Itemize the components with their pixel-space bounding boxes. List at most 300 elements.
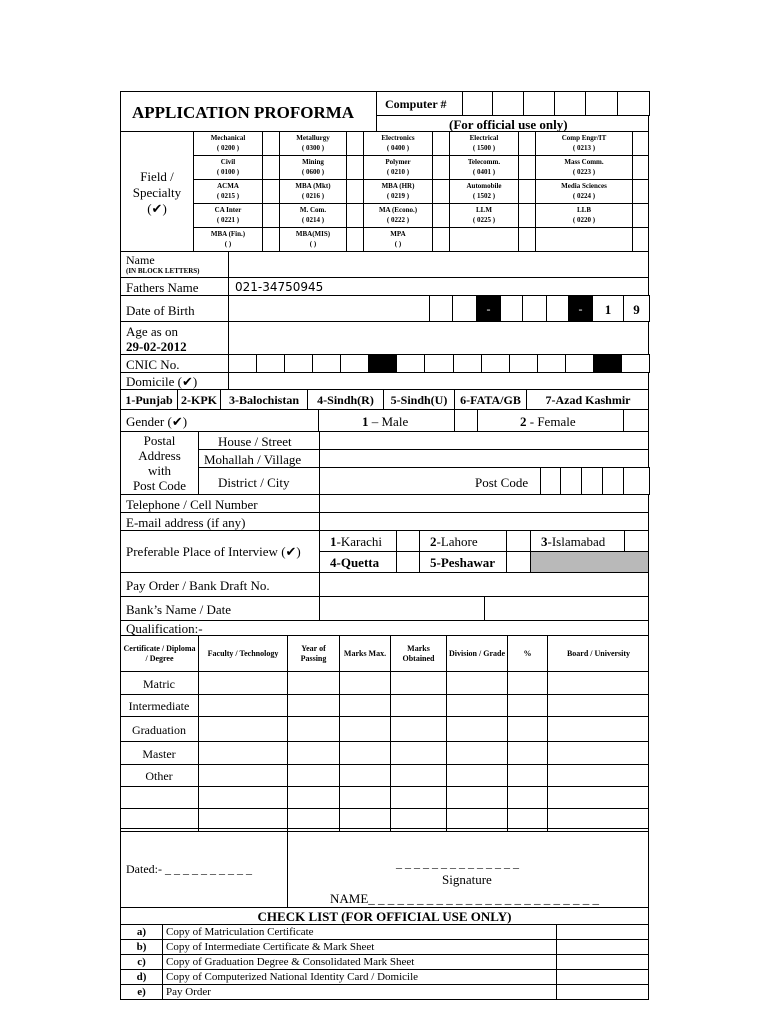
mohallah-label-cell: [198, 449, 320, 468]
specialty-option[interactable]: [449, 131, 519, 156]
qualification-entry-cell[interactable]: [390, 786, 447, 809]
qualification-entry-cell[interactable]: [198, 786, 288, 809]
checklist-key-cell: [120, 984, 163, 1000]
gender-female-check[interactable]: [623, 409, 649, 432]
qualification-entry-cell[interactable]: [507, 694, 548, 717]
specialty-code: ( ): [394, 240, 402, 248]
specialty-option[interactable]: [449, 203, 519, 228]
qualification-header: Division / Grade: [449, 648, 506, 658]
gender-label: Gender (✔): [126, 414, 188, 429]
qualification-level-cell: [120, 671, 199, 695]
specialty-name: Mining: [302, 158, 324, 166]
specialty-code: ( 0216 ): [301, 192, 325, 200]
qualification-entry-cell[interactable]: [287, 764, 340, 787]
dob-digit-box[interactable]: [546, 295, 569, 322]
qualification-entry-cell[interactable]: [339, 716, 391, 742]
domicile-option-label: 7-Azad Kashmir: [545, 393, 631, 407]
house-label-cell: [198, 431, 320, 450]
qualification-entry-cell[interactable]: [198, 716, 288, 742]
domicile-option[interactable]: [120, 389, 178, 410]
domicile-option[interactable]: [220, 389, 308, 410]
specialty-option[interactable]: [535, 179, 633, 204]
specialty-name: MBA (Mkt): [295, 182, 331, 190]
name-label-cell: [120, 251, 229, 278]
specialty-option[interactable]: [279, 155, 347, 180]
qualification-entry-cell[interactable]: [446, 764, 508, 787]
computer-number-box[interactable]: [462, 91, 493, 116]
specialty-checkbox[interactable]: [632, 155, 649, 180]
dob-digit-box[interactable]: [623, 295, 650, 322]
domicile-label-cell: [120, 372, 229, 390]
qualification-entry-cell[interactable]: [547, 764, 649, 787]
specialty-code: ( 1502 ): [472, 192, 496, 200]
specialty-option[interactable]: [193, 227, 263, 252]
specialty-option[interactable]: [279, 131, 347, 156]
address-label: Post Code: [132, 478, 187, 493]
checklist-item-text: Copy of Intermediate Certificate & Mark Sheet: [166, 941, 375, 953]
interview-city-option[interactable]: [319, 530, 397, 552]
specialty-checkbox[interactable]: [262, 131, 280, 156]
specialty-checkbox[interactable]: [632, 203, 649, 228]
bank-name-date-label: Bank’s Name / Date: [126, 602, 232, 617]
qualification-entry-cell[interactable]: [547, 671, 649, 695]
interview-city-checkbox[interactable]: [506, 530, 531, 552]
interview-blank: [530, 551, 649, 573]
cnic-digit-box[interactable]: [340, 354, 369, 373]
field-specialty-label-cell: [120, 131, 194, 252]
signature-cell: [287, 828, 649, 908]
specialty-name: CA Inter: [214, 206, 242, 214]
gender-female-label: 2 - Female: [520, 414, 576, 429]
mohallah-village-field[interactable]: [319, 449, 649, 468]
dob-digit-box[interactable]: [500, 295, 523, 322]
checklist-item-text: Pay Order: [166, 986, 211, 998]
address-label: with: [147, 463, 172, 478]
pay-order-label: Pay Order / Bank Draft No.: [126, 578, 270, 593]
qualification-entry-cell[interactable]: [547, 741, 649, 765]
pay-order-label-cell: [120, 572, 320, 597]
specialty-option[interactable]: [279, 203, 347, 228]
specialty-name: Telecomm.: [467, 158, 501, 166]
qualification-entry-cell[interactable]: [446, 694, 508, 717]
qualification-entry-cell[interactable]: [198, 694, 288, 717]
qualification-entry-cell[interactable]: [198, 741, 288, 765]
domicile-option[interactable]: [177, 389, 221, 410]
bank-name-field[interactable]: [319, 596, 485, 621]
specialty-code: ( 0400 ): [386, 144, 410, 152]
computer-number-label: Computer #: [385, 97, 447, 111]
qualification-entry-cell[interactable]: [507, 741, 548, 765]
specialty-code: ( 0214 ): [301, 216, 325, 224]
post-code-label: Post Code: [475, 475, 529, 490]
domicile-blank: [228, 372, 649, 390]
specialty-checkbox[interactable]: [346, 155, 364, 180]
specialty-option[interactable]: [363, 179, 433, 204]
specialty-name: MPA: [390, 230, 406, 238]
gender-label-cell: [120, 409, 319, 432]
cnic-digit-box[interactable]: [368, 354, 397, 373]
qualification-level-cell: [120, 741, 199, 765]
specialty-name: ACMA: [217, 182, 239, 190]
checklist-item-text: Copy of Matriculation Certificate: [166, 926, 314, 938]
specialty-checkbox[interactable]: [346, 227, 364, 252]
specialty-checkbox[interactable]: [262, 155, 280, 180]
interview-place-label: Preferable Place of Interview (✔): [126, 544, 301, 559]
specialty-name: Automobile: [466, 182, 502, 190]
signature-line: _ _ _ _ _ _ _ _ _ _ _ _ _ _: [396, 856, 519, 870]
dated-label: Dated:- _ _ _ _ _ _ _ _ _ _: [126, 862, 252, 876]
qualification-level-cell: [120, 764, 199, 787]
fathers-name-value: 021-34750945: [235, 280, 324, 294]
interview-city-option[interactable]: [419, 530, 507, 552]
qualification-entry-cell[interactable]: [547, 786, 649, 809]
specialty-option[interactable]: [535, 155, 633, 180]
specialty-checkbox[interactable]: [518, 227, 536, 252]
post-code-digit-box[interactable]: [623, 467, 650, 495]
checklist-item-cell: [162, 984, 557, 1000]
checklist-check-cell[interactable]: [556, 984, 649, 1000]
dob-digit-box[interactable]: [592, 295, 624, 322]
qualification-entry-cell[interactable]: [446, 786, 508, 809]
cnic-label-cell: [120, 354, 229, 373]
interview-city-checkbox[interactable]: [506, 551, 531, 573]
domicile-option-label: 4-Sindh(R): [317, 393, 374, 407]
checklist-check-cell[interactable]: [556, 924, 649, 940]
specialty-name: Metallurgy: [296, 134, 330, 142]
qualification-header-cell: [120, 635, 199, 672]
qualification-entry-cell[interactable]: [446, 741, 508, 765]
interview-city-option[interactable]: [419, 551, 507, 573]
interview-label-cell: [120, 530, 320, 573]
age-label-cell: [120, 321, 229, 355]
qualification-header-cell: [507, 635, 548, 672]
dob-digit-box[interactable]: [452, 295, 477, 322]
specialty-checkbox[interactable]: [346, 203, 364, 228]
checklist-key: e): [137, 986, 146, 998]
checklist-item-cell: [162, 969, 557, 985]
specialty-option[interactable]: [535, 131, 633, 156]
name-value-cell[interactable]: [228, 251, 649, 278]
cnic-digit-box[interactable]: [256, 354, 285, 373]
cnic-digit-box[interactable]: [621, 354, 650, 373]
application-form: [120, 91, 649, 1002]
computer-number-box[interactable]: [554, 91, 586, 116]
specialty-code: ( 0401 ): [472, 168, 496, 176]
specialty-option[interactable]: [363, 131, 433, 156]
title-cell: [120, 91, 377, 132]
checkmark-hint: (✔): [147, 201, 167, 216]
interview-city-checkbox[interactable]: [396, 530, 420, 552]
qualification-entry-cell[interactable]: [287, 694, 340, 717]
qualification-entry-cell[interactable]: [339, 694, 391, 717]
specialty-name: Electronics: [381, 134, 415, 142]
dob-digit-box[interactable]: [476, 295, 501, 322]
official-note-cell: [376, 115, 649, 132]
specialty-checkbox[interactable]: [432, 179, 450, 204]
checklist-item-text: Copy of Computerized National Identity Card / Domicile: [166, 971, 419, 983]
qualification-entry-cell[interactable]: [287, 786, 340, 809]
interview-city-label: 1-Karachi: [330, 534, 382, 549]
computer-number-box[interactable]: [617, 91, 650, 116]
interview-city-checkbox[interactable]: [624, 530, 649, 552]
interview-city-checkbox[interactable]: [396, 551, 420, 573]
cnic-digit-box[interactable]: [396, 354, 425, 373]
qualification-level-cell: [120, 694, 199, 717]
specialty-option[interactable]: [449, 155, 519, 180]
age-value-cell[interactable]: [228, 321, 649, 355]
interview-city-label: 2-Lahore: [430, 534, 478, 549]
specialty-checkbox[interactable]: [432, 203, 450, 228]
computer-number-box[interactable]: [523, 91, 555, 116]
cnic-digit-box[interactable]: [424, 354, 454, 373]
qualification-entry-cell[interactable]: [507, 671, 548, 695]
address-label: Postal: [143, 433, 176, 448]
fathers-name-label-cell: [120, 277, 229, 296]
qualification-header: Board / University: [566, 648, 631, 658]
specialty-code: ( 1500 ): [472, 144, 496, 152]
specialty-name: MBA (HR): [381, 182, 415, 190]
email-label-cell: [120, 512, 320, 531]
gender-male-label: 1 – Male: [362, 414, 409, 429]
gender-male-option[interactable]: [318, 409, 455, 432]
checklist-title-cell: [120, 907, 649, 925]
qualification-entry-cell[interactable]: [390, 764, 447, 787]
domicile-option-label: 1-Punjab: [125, 393, 173, 407]
specialty-code: ( 0220 ): [572, 216, 596, 224]
specialty-checkbox[interactable]: [518, 131, 536, 156]
domicile-option[interactable]: [383, 389, 455, 410]
age-label: Age as on: [126, 324, 178, 339]
qualification-header: Certificate / Diploma / Degree: [123, 644, 196, 663]
gender-female-option[interactable]: [477, 409, 624, 432]
checklist-key: d): [136, 971, 147, 983]
qualification-level-label: Matric: [143, 677, 175, 691]
qualification-header: Year of Passing: [300, 644, 327, 663]
qualification-level-cell: [120, 716, 199, 742]
dob-digit-box[interactable]: [568, 295, 593, 322]
specialty-checkbox[interactable]: [632, 179, 649, 204]
specialty-option[interactable]: [449, 179, 519, 204]
age-reference-date: 29-02-2012: [126, 339, 187, 354]
checklist-item-cell: [162, 939, 557, 955]
qualification-entry-cell[interactable]: [390, 741, 447, 765]
qualification-header: Marks Max.: [343, 648, 387, 658]
pay-order-field[interactable]: [319, 572, 649, 597]
qualification-entry-cell[interactable]: [547, 716, 649, 742]
qualification-level-label: Graduation: [132, 723, 186, 737]
house-street-label: House / Street: [218, 434, 292, 449]
domicile-option[interactable]: [307, 389, 384, 410]
qualification-entry-cell[interactable]: [287, 716, 340, 742]
specialty-name: Media Sciences: [561, 182, 607, 190]
qualification-entry-cell[interactable]: [507, 786, 548, 809]
gender-male-check[interactable]: [454, 409, 478, 432]
dob-digit-box[interactable]: [429, 295, 453, 322]
checklist-check-cell[interactable]: [556, 954, 649, 970]
checklist-check-cell[interactable]: [556, 939, 649, 955]
qualification-label-cell: [120, 620, 649, 636]
qualification-entry-cell[interactable]: [390, 716, 447, 742]
specialty-option[interactable]: [193, 203, 263, 228]
specialty-code: ( 0100 ): [216, 168, 240, 176]
specialty-name: MA (Econo.): [378, 206, 418, 214]
qualification-entry-cell[interactable]: [339, 786, 391, 809]
checklist-key-cell: [120, 969, 163, 985]
specialty-checkbox[interactable]: [632, 131, 649, 156]
qualification-header-cell: [547, 635, 649, 672]
dob-blank: [228, 295, 430, 322]
telephone-label-cell: [120, 494, 320, 513]
cnic-digit-box[interactable]: [481, 354, 510, 373]
specialty-code: ( 0600 ): [301, 168, 325, 176]
specialty-name: MBA(MIS): [295, 230, 331, 238]
post-code-digit-box[interactable]: [581, 467, 603, 495]
dob-digit-box[interactable]: [522, 295, 547, 322]
dated-cell: [120, 828, 288, 908]
post-code-digit-box[interactable]: [602, 467, 624, 495]
specialty-checkbox[interactable]: [346, 179, 364, 204]
computer-number-box[interactable]: [585, 91, 618, 116]
specialty-option[interactable]: [449, 227, 519, 252]
specialty-name: Mass Comm.: [564, 158, 604, 166]
cnic-digit-box[interactable]: [593, 354, 622, 373]
bank-date-field[interactable]: [484, 596, 649, 621]
specialty-checkbox[interactable]: [518, 155, 536, 180]
specialty-name: Civil: [220, 158, 236, 166]
checklist-key: a): [136, 926, 147, 938]
specialty-option[interactable]: [535, 203, 633, 228]
qualification-entry-cell[interactable]: [198, 764, 288, 787]
qualification-level-label: Other: [145, 769, 173, 783]
email-field[interactable]: [319, 512, 649, 531]
specialty-checkbox[interactable]: [432, 155, 450, 180]
checklist-check-cell[interactable]: [556, 969, 649, 985]
field-specialty-label: Specialty: [132, 185, 182, 200]
checklist-key-cell: [120, 924, 163, 940]
district-label-cell: [198, 467, 320, 495]
interview-city-option[interactable]: [319, 551, 397, 573]
specialty-checkbox[interactable]: [518, 203, 536, 228]
cnic-digit-box[interactable]: [509, 354, 538, 373]
specialty-name: MBA (Fin.): [210, 230, 246, 238]
qualification-label: Qualification:-: [126, 621, 203, 636]
address-label: Address: [138, 448, 181, 463]
qualification-header-cell: [339, 635, 391, 672]
cnic-digit-box[interactable]: [453, 354, 482, 373]
qualification-entry-cell[interactable]: [507, 764, 548, 787]
qualification-entry-cell[interactable]: [287, 741, 340, 765]
qualification-entry-cell[interactable]: [446, 716, 508, 742]
specialty-checkbox[interactable]: [346, 131, 364, 156]
dob-separator: -: [578, 302, 583, 316]
domicile-option[interactable]: [454, 389, 527, 410]
qualification-header: Faculty / Technology: [207, 648, 279, 658]
dob-digit: 9: [633, 302, 640, 317]
qualification-entry-cell[interactable]: [339, 741, 391, 765]
qualification-entry-cell[interactable]: [339, 671, 391, 695]
qualification-level-cell: [120, 786, 199, 809]
signature-label: Signature: [442, 872, 492, 887]
qualification-entry-cell[interactable]: [390, 694, 447, 717]
qualification-entry-cell[interactable]: [287, 671, 340, 695]
cnic-digit-box[interactable]: [228, 354, 257, 373]
specialty-option[interactable]: [363, 203, 433, 228]
specialty-checkbox[interactable]: [432, 227, 450, 252]
qualification-header: %: [523, 648, 532, 658]
specialty-option[interactable]: [193, 155, 263, 180]
specialty-checkbox[interactable]: [432, 131, 450, 156]
qualification-entry-cell[interactable]: [339, 764, 391, 787]
qualification-header-cell: [446, 635, 508, 672]
specialty-code: ( 0222 ): [386, 216, 410, 224]
computer-label-cell: [376, 91, 463, 116]
specialty-name: Electrical: [469, 134, 499, 142]
qualification-header-cell: [390, 635, 447, 672]
cnic-digit-box[interactable]: [312, 354, 341, 373]
qualification-level-label: Intermediate: [128, 699, 190, 713]
qualification-entry-cell[interactable]: [507, 716, 548, 742]
qualification-entry-cell[interactable]: [390, 671, 447, 695]
specialty-checkbox[interactable]: [262, 203, 280, 228]
dob-digit: 1: [604, 302, 612, 317]
checklist-key-cell: [120, 954, 163, 970]
domicile-label: Domicile (✔): [126, 374, 198, 389]
specialty-checkbox[interactable]: [518, 179, 536, 204]
district-city-field[interactable]: [319, 467, 541, 495]
specialty-option[interactable]: [279, 227, 347, 252]
cnic-digit-box[interactable]: [565, 354, 594, 373]
interview-city-option[interactable]: [530, 530, 625, 552]
qualification-entry-cell[interactable]: [547, 694, 649, 717]
dob-label: Date of Birth: [126, 303, 195, 318]
specialty-name: Mechanical: [210, 134, 246, 142]
specialty-checkbox[interactable]: [262, 227, 280, 252]
qualification-entry-cell[interactable]: [446, 671, 508, 695]
specialty-checkbox[interactable]: [632, 227, 649, 252]
qualification-entry-cell[interactable]: [198, 671, 288, 695]
qualification-header: Marks Obtained: [402, 644, 435, 663]
computer-number-box[interactable]: [492, 91, 524, 116]
specialty-option[interactable]: [279, 179, 347, 204]
checklist-key-cell: [120, 939, 163, 955]
telephone-field[interactable]: [319, 494, 649, 513]
specialty-code: ( 0224 ): [572, 192, 596, 200]
specialty-code: ( 0213 ): [572, 144, 596, 152]
post-code-digit-box[interactable]: [560, 467, 582, 495]
cnic-digit-box[interactable]: [537, 354, 566, 373]
house-street-field[interactable]: [319, 431, 649, 450]
specialty-name: LLB: [576, 206, 591, 214]
specialty-option[interactable]: [193, 179, 263, 204]
domicile-option-label: 5-Sindh(U): [390, 393, 448, 407]
specialty-option[interactable]: [363, 227, 433, 252]
domicile-option[interactable]: [526, 389, 649, 410]
checklist-item-text: Copy of Graduation Degree & Consolidated Mark Sheet: [166, 956, 415, 968]
specialty-code: ( 0219 ): [386, 192, 410, 200]
post-code-digit-box[interactable]: [540, 467, 561, 495]
address-label-cell: [120, 431, 199, 495]
specialty-option[interactable]: [363, 155, 433, 180]
specialty-option[interactable]: [193, 131, 263, 156]
domicile-option-label: 3-Balochistan: [228, 393, 299, 407]
cnic-digit-box[interactable]: [284, 354, 313, 373]
specialty-checkbox[interactable]: [262, 179, 280, 204]
fathers-name-field[interactable]: [228, 277, 649, 296]
checklist-item-cell: [162, 924, 557, 940]
interview-city-label: 4-Quetta: [330, 555, 380, 570]
specialty-code: ( 0221 ): [216, 216, 240, 224]
specialty-option[interactable]: [535, 227, 633, 252]
